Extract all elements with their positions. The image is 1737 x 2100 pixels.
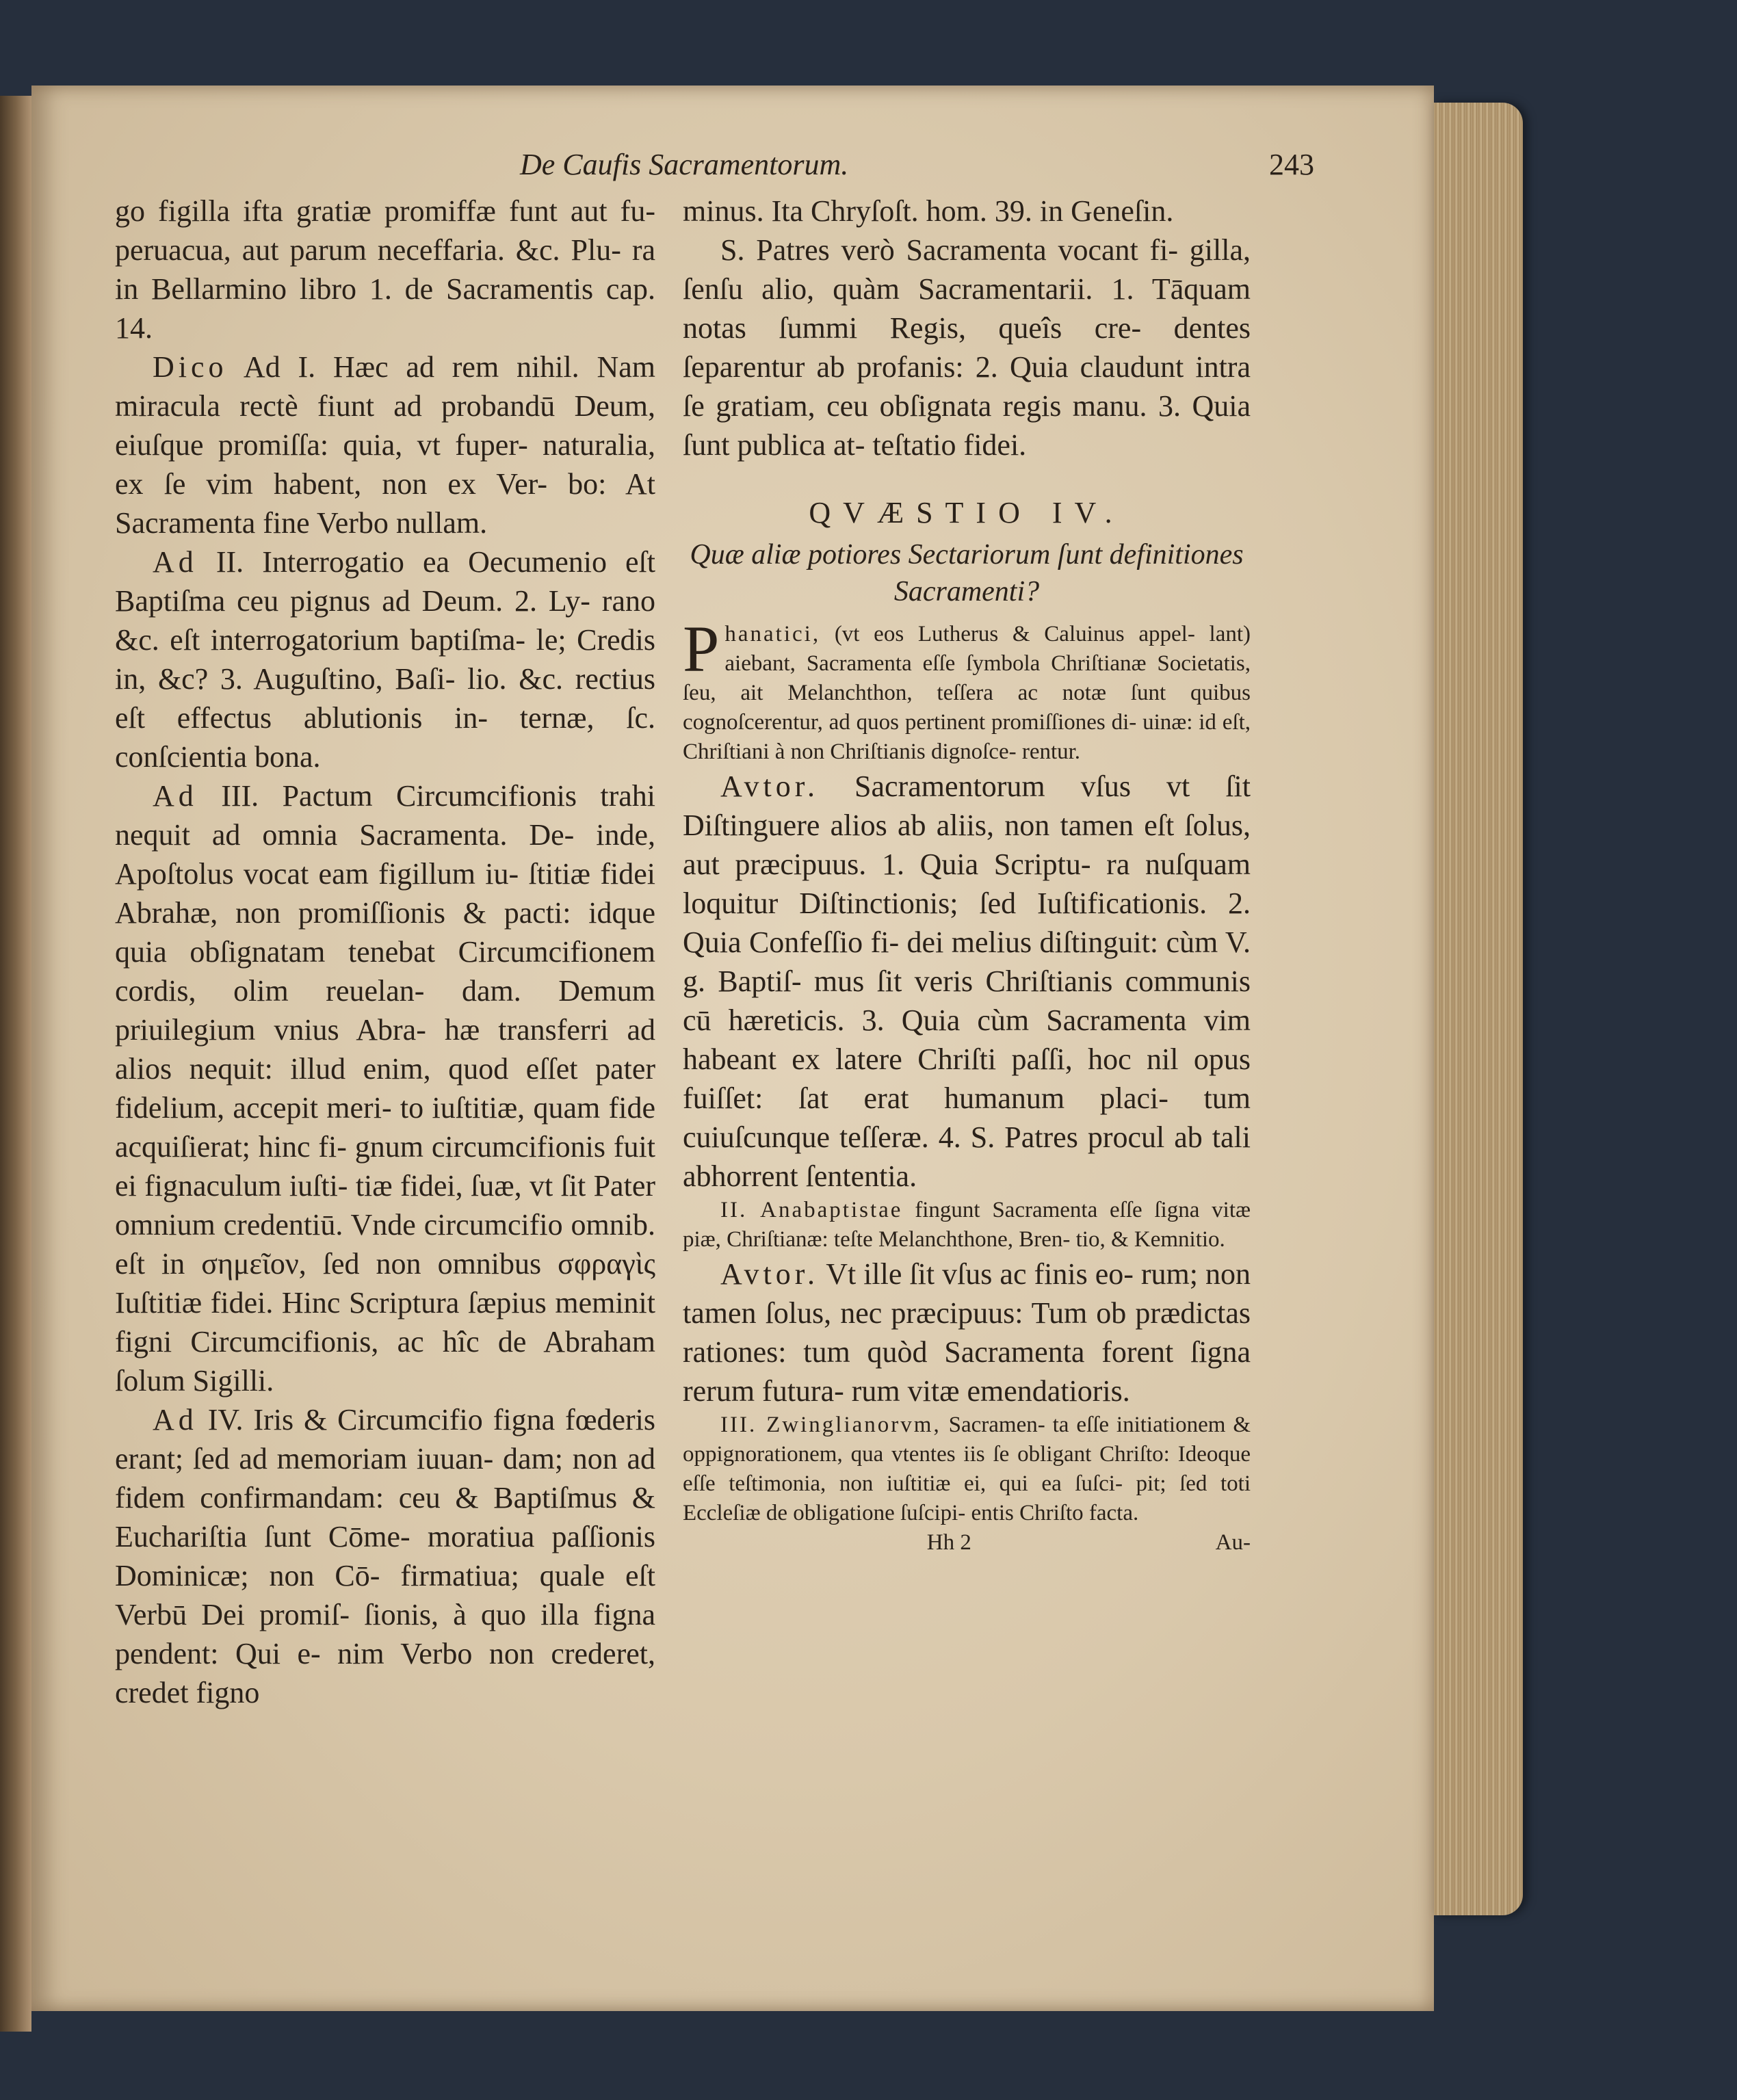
paragraph-lead: Avtor. (720, 1257, 819, 1291)
paragraph-lead: hanatici, (724, 622, 821, 646)
running-title: De Caufis Sacramentorum. (520, 148, 849, 181)
paragraph-text: Sacramen- ta eſſe initiationem & oppignorationem, qua vtentes iis ſe obligant Chriſto: Ideoque eſſe teſtimonia, non iuſtitiæ ei, qui ea ſuſci- pit; ſed toti Eccleſiæ de obligatione ſuſcipi- entis Chriſto facta. (683, 1413, 1251, 1525)
paragraph-text: II. Interrogatio ea Oecumenio eſt Baptiſma ceu pignus ad Deum. 2. Ly- rano &c. eſt interrogatorium baptiſma- le; Credis in, &c? 3. Auguſtino, Baſi- lio. &c. rectius eſt effectus ablutionis in- ternæ, ſc. conſcientia bona. (115, 545, 656, 774)
paragraph-lead: III. Zwinglianorvm, (720, 1413, 941, 1437)
left-paragraph-3 (115, 542, 655, 776)
paragraph-lead: II. Anabaptistae (720, 1198, 903, 1222)
paragraph-text: Vt ille ſit vſus ac finis eo- rum; non tamen ſolus, nec præcipuus: Tum ob prædictas rationes: tum quòd Sacramenta forent ſigna rerum futura- rum vitæ emendatioris. (683, 1257, 1251, 1408)
drop-capital: P (683, 612, 720, 685)
running-head (0, 147, 1737, 188)
left-page-edge (0, 96, 31, 2032)
signature-mark: Hh 2 (926, 1530, 971, 1555)
left-paragraph-4 (115, 776, 655, 1400)
paragraph-lead: Ad (153, 1403, 198, 1436)
right-paragraph-2: S. Patres verò Sacramenta vocant fi- gilla, ſenſu alio, quàm Sacramentarii. 1. Tāquam notas ſummi Regis, queîs cre- dentes ſeparentur ab profanis: 2. Quia claudunt intra ſe gratiam, ceu obſignata regis manu. 3. Quia ſunt publica at- teſtatio fidei. (683, 233, 1251, 462)
page-block-fore-edge (1434, 103, 1523, 1915)
right-paragraph-1: minus. Ita Chryſoſt. hom. 39. in Geneſin. (683, 194, 1174, 228)
paragraph-lead: Ad (153, 779, 198, 813)
left-paragraph-1: go figilla ifta gratiæ promiffæ funt aut fu- peruacua, aut parum neceffaria. &c. Plu- ra in Bellarmino libro 1. de Sacramentis cap. 14. (115, 194, 655, 345)
page-number: 243 (1269, 148, 1314, 181)
paragraph-lead: Ad (153, 545, 198, 579)
paragraph-text: fingunt Sacramenta eſſe ſigna vitæ piæ, Chriſtianæ: teſte Melanchthone, Bren- tio, & Kemnitio. (683, 1198, 1251, 1252)
paragraph-lead: Avtor. (720, 770, 819, 803)
signature-line (683, 1528, 1251, 1558)
right-paragraph-7 (683, 1410, 1251, 1528)
right-paragraph-4 (683, 767, 1251, 1196)
catchword: Au- (1215, 1530, 1251, 1555)
right-column (683, 192, 1251, 1558)
paragraph-text: Sacramentorum vſus vt ſit Diſtinguere alios ab aliis, non tamen eſt ſolus, aut præcipuus. 1. Quia Scriptu- ra nuſquam loquitur Diſtinctionis; ſed Iuſtificationis. 2. Quia Confeſſio fi- dei melius diſtinguit: cùm V. g. Baptiſ- mus ſit veris Chriſtianis communis cū hæreticis. 3. Quia cùm Sacramenta vim habeant ex latere Chriſti paſſi, hoc nil opus fuiſſet: ſat erat humanum placi- tum cuiuſcunque teſſeræ. 4. S. Patres procul ab tali abhorrent ſententia. (683, 770, 1251, 1193)
left-paragraph-2 (115, 347, 655, 542)
paragraph-text: (vt eos Lutherus & Caluinus appel- lant) aiebant, Sacramenta eſſe ſymbola Chriſtianæ Societatis, ſeu, ait Melanchthon, teſſera ac notæ ſunt quibus cognoſcerentur, ad quos pertinent promiſſiones di- uinæ: id eſt, Chriſtiani à non Chriſtianis dignoſce- rentur. (683, 622, 1251, 764)
right-paragraph-5 (683, 1196, 1251, 1255)
paragraph-lead: Dico (153, 350, 228, 384)
right-paragraph-3 (683, 612, 1251, 767)
paragraph-text: III. Pactum Circumcifionis trahi nequit ad omnia Sacramenta. De- inde, Apoſtolus vocat eam figillum iu- ſtitiæ fidei Abrahæ, non promiſſionis & pacti: idque quia obſignatam tenebat Circumcifionem cordis, olim reuelan- dam. Demum priuilegium vnius Abra- hæ transferri ad alios nequit: illud enim, quod eſſet pater fidelium, accepit meri- to iuſtitiæ, quam fide acquiſierat; hinc fi- gnum circumcifionis fuit ei fignaculum iuſti- tiæ fidei, ſuæ, vt ſit Pater omnium credentiū. Vnde circumcifio omnib. eſt in σημεῖον, ſed non omnibus σφραγὶς Iuſtitiæ fidei. Hinc Scriptura ſæpius meminit figni Circumcifionis, ac hîc de Abraham ſolum Sigilli. (115, 779, 655, 1397)
question-subheading: Quæ aliæ potiores Sectariorum ſunt definitiones Sacramenti? (690, 539, 1244, 607)
left-paragraph-5 (115, 1400, 655, 1712)
right-paragraph-6 (683, 1255, 1251, 1410)
left-column (115, 192, 655, 1712)
paragraph-text: IV. Iris & Circumcifio figna fœderis erant; ſed ad memoriam iuuan- dam; non ad fidem confirmandam: ceu & Baptiſmus & Euchariſtia ſunt Cōme- moratiua paſſionis Dominicæ; non Cō- firmatiua; quale eſt Verbū Dei promiſ- ſionis, à quo illa figna pendent: Qui e- nim Verbo non crederet, credet figno (115, 1403, 655, 1709)
question-heading: QVÆSTIO IV. (809, 496, 1125, 529)
paragraph-text: Ad I. Hæc ad rem nihil. Nam miracula rectè fiunt ad probandū Deum, eiuſque promiſſa: quia, vt fuper- naturalia, ex ſe vim habent, non ex Ver- bo: At Sacramenta fine Verbo nullam. (115, 350, 656, 540)
